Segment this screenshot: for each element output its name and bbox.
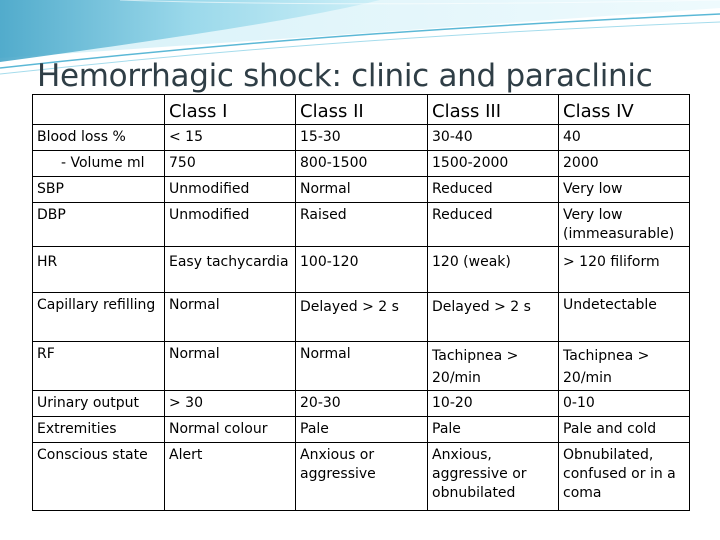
table-cell: Raised	[296, 203, 428, 247]
table-cell: Normal	[165, 342, 296, 391]
table-cell: Obnubilated, confused or in a coma	[559, 443, 690, 511]
table-row	[33, 342, 690, 391]
table-cell: Undetectable	[559, 293, 690, 342]
table-cell: Very low (immeasurable)	[559, 203, 690, 247]
shock-classification-table	[32, 94, 690, 511]
table-cell: Delayed > 2 s	[428, 293, 559, 342]
table-cell: Unmodified	[165, 177, 296, 203]
table-row	[33, 203, 690, 247]
table-cell: Reduced	[428, 177, 559, 203]
table-row	[33, 125, 690, 151]
row-label: Extremities	[33, 417, 165, 443]
table-cell: Normal	[296, 177, 428, 203]
table-cell: 40	[559, 125, 690, 151]
row-label: Urinary output	[33, 391, 165, 417]
table-cell: Reduced	[428, 203, 559, 247]
table-cell: Anxious or aggressive	[296, 443, 428, 511]
header-class-3: Class III	[428, 95, 559, 125]
table-row	[33, 177, 690, 203]
table-cell: 800-1500	[296, 151, 428, 177]
table-cell: Delayed > 2 s	[296, 293, 428, 342]
table-cell: 2000	[559, 151, 690, 177]
table-cell: Pale	[428, 417, 559, 443]
table-cell: > 30	[165, 391, 296, 417]
row-label: Capillary refilling	[33, 293, 165, 342]
table-row	[33, 151, 690, 177]
table-cell: Tachipnea > 20/min	[559, 342, 690, 391]
table-cell: 120 (weak)	[428, 247, 559, 293]
row-label: DBP	[33, 203, 165, 247]
table-row	[33, 391, 690, 417]
row-label: Conscious state	[33, 443, 165, 511]
header-class-4: Class IV	[559, 95, 690, 125]
table-cell: Very low	[559, 177, 690, 203]
row-label: SBP	[33, 177, 165, 203]
table-row	[33, 417, 690, 443]
row-label: - Volume ml	[33, 151, 165, 177]
table-cell: 750	[165, 151, 296, 177]
table-cell: Pale and cold	[559, 417, 690, 443]
header-cell-empty	[33, 95, 165, 125]
table-cell: Normal	[165, 293, 296, 342]
table-cell: Normal colour	[165, 417, 296, 443]
table-row	[33, 293, 690, 342]
row-label: Blood loss %	[33, 125, 165, 151]
table-cell: 10-20	[428, 391, 559, 417]
table-cell: 100-120	[296, 247, 428, 293]
row-label: RF	[33, 342, 165, 391]
table-header-row	[33, 95, 690, 125]
table-cell: Pale	[296, 417, 428, 443]
table-cell: 15-30	[296, 125, 428, 151]
table-cell: Anxious, aggressive or obnubilated	[428, 443, 559, 511]
table-cell: Normal	[296, 342, 428, 391]
table-row	[33, 443, 690, 511]
table-cell: Alert	[165, 443, 296, 511]
table-cell: 0-10	[559, 391, 690, 417]
slide-title: Hemorrhagic shock: clinic and paraclinic	[37, 58, 653, 94]
table-cell: 20-30	[296, 391, 428, 417]
table-cell: Tachipnea > 20/min	[428, 342, 559, 391]
row-label: HR	[33, 247, 165, 293]
table-cell: 1500-2000	[428, 151, 559, 177]
table-cell: > 120 filiform	[559, 247, 690, 293]
header-class-2: Class II	[296, 95, 428, 125]
table-cell: Easy tachycardia	[165, 247, 296, 293]
table-cell: Unmodified	[165, 203, 296, 247]
table-cell: 30-40	[428, 125, 559, 151]
table-cell: < 15	[165, 125, 296, 151]
header-class-1: Class I	[165, 95, 296, 125]
table-row	[33, 247, 690, 293]
